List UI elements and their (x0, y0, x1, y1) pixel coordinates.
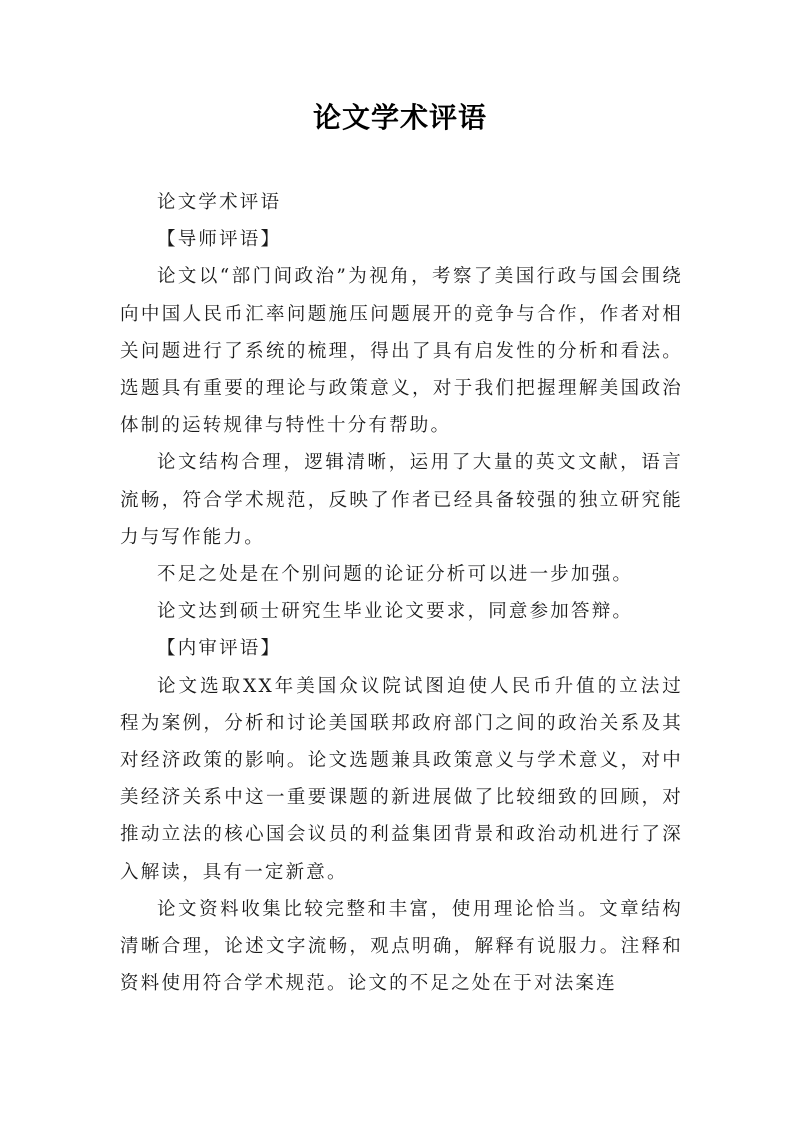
section-heading-advisor: 【导师评语】 (157, 229, 282, 251)
review-paragraph-2: 论文资料收集比较完整和丰富，使用理论恰当。文章结构清晰合理，论述文字流畅，观点明确，解释有说服力。注释和资料使用符合学术规范。论文的不足之处在于对法案连 (120, 898, 683, 995)
advisor-paragraph-4: 论文达到硕士研究生毕业论文要求，同意参加答辩。 (157, 601, 634, 623)
advisor-paragraph-1: 论文以“部门间政治”为视角，考察了美国行政与国会围绕向中国人民币汇率问题施压问题展开的竞争与合作，作者对相关问题进行了系统的梳理，得出了具有启发性的分析和看法。选题具有重要的理论与政策意义，对于我们把握理解美国政治体制的运转规律与特性十分有帮助。 (120, 266, 683, 437)
document-title: 论文学术评语 (312, 101, 487, 134)
body-heading: 论文学术评语 (157, 192, 282, 213)
review-paragraph-1: 论文选取XX年美国众议院试图迫使人民币升值的立法过程为案例，分析和讨论美国联邦政府部门之间的政治关系及其对经济政策的影响。论文选题兼具政策意义与学术意义，对中美经济关系中这一重要课题的新进展做了比较细致的回顾，对推动立法的核心国会议员的利益集团背景和政治动机进行了深入解读，具有一定新意。 (120, 675, 683, 883)
document-body (120, 184, 683, 1002)
advisor-paragraph-3: 不足之处是在个别问题的论证分析可以进一步加强。 (157, 564, 634, 586)
section-heading-internal-review: 【内审评语】 (157, 638, 282, 660)
advisor-paragraph-2: 论文结构合理，逻辑清晰，运用了大量的英文文献，语言流畅，符合学术规范，反映了作者已经具备较强的独立研究能力与写作能力。 (120, 452, 683, 548)
